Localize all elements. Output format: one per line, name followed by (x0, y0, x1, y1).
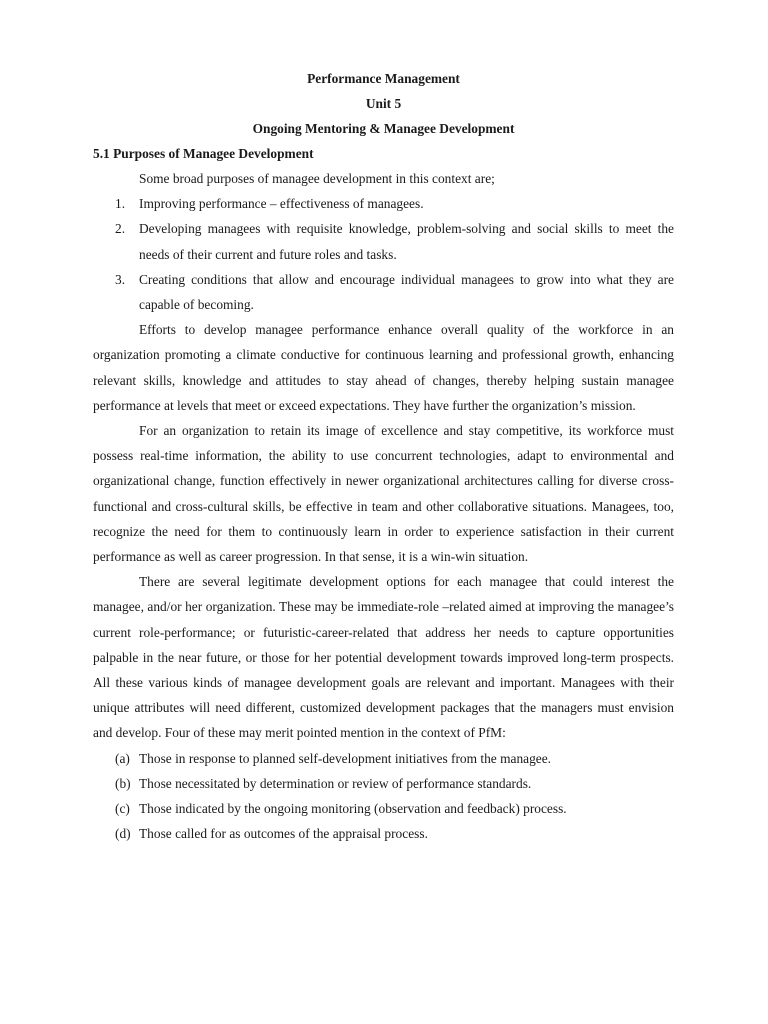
body-paragraph: For an organization to retain its image of excellence and stay competitive, its workforce must possess real-time information, the ability to use concurrent technologies, adapt to environmental and organizational change, function effectively in newer organizational architectures calling for diverse cross-functional and cross-cultural skills, be effective in team and other collaborative situations. Managees, too, recognize the need for them to continuously learn in order to experience satisfaction in their current performance as well as career progression. In that sense, it is a win-win situation. (93, 423, 674, 565)
list-item-number: 1. (115, 196, 126, 212)
list-item (93, 746, 674, 771)
list-item-text: Creating conditions that allow and encourage individual managees to grow into what they are capable of becoming. (139, 271, 674, 313)
list-item-letter: (d) (115, 826, 131, 842)
purposes-list (93, 191, 674, 317)
list-item (93, 821, 674, 846)
list-item-letter: (b) (115, 775, 131, 791)
list-item-text: Those indicated by the ongoing monitoring (observation and feedback) process. (139, 801, 567, 817)
unit-label: Unit 5 (365, 96, 402, 111)
options-list (93, 746, 674, 847)
body-paragraph: There are several legitimate development options for each managee that could interest the managee, and/or her organization. These may be immediate-role –related aimed at improving the managee’s current role-performance; or futuristic-career-related that address her needs to capture opportunities palpable in the near future, or those for her potential development towards improved long-term prospects. All these various kinds of managee development goals are relevant and important. Managees with their unique attributes will need different, customized development packages that the managers must envision and develop. Four of these may merit pointed mention in the context of PfM: (93, 574, 674, 741)
list-item (93, 267, 674, 317)
list-item (93, 191, 674, 216)
document-title: Performance Management (307, 71, 460, 86)
intro-paragraph: Some broad purposes of managee development in this context are; (139, 171, 495, 186)
list-item-text: Developing managees with requisite knowledge, problem-solving and social skills to meet the needs of their current and future roles and tasks. (139, 221, 674, 262)
list-item-text: Improving performance – effectiveness of managees. (139, 196, 424, 212)
list-item (93, 796, 674, 821)
list-item-letter: (c) (115, 801, 130, 817)
body-paragraph: Efforts to develop managee performance enhance overall quality of the workforce in an organization promoting a climate conductive for continuous learning and professional growth, enhancing relevant skills, knowledge and attitudes to stay ahead of changes, thereby helping sustain managee performance at levels that meet or exceed expectations. They have further the organization’s mission. (93, 322, 674, 413)
list-item-text: Those necessitated by determination or review of performance standards. (139, 775, 532, 791)
chapter-title: Ongoing Mentoring & Managee Development (252, 121, 515, 136)
list-item-letter: (a) (115, 750, 130, 766)
list-item-number: 3. (115, 271, 126, 287)
list-item-number: 2. (115, 221, 126, 237)
list-item-text: Those called for as outcomes of the appraisal process. (139, 826, 428, 842)
list-item (93, 771, 674, 796)
section-heading: 5.1 Purposes of Managee Development (93, 146, 314, 161)
list-item (93, 216, 674, 266)
list-item-text: Those in response to planned self-development initiatives from the managee. (139, 750, 552, 766)
